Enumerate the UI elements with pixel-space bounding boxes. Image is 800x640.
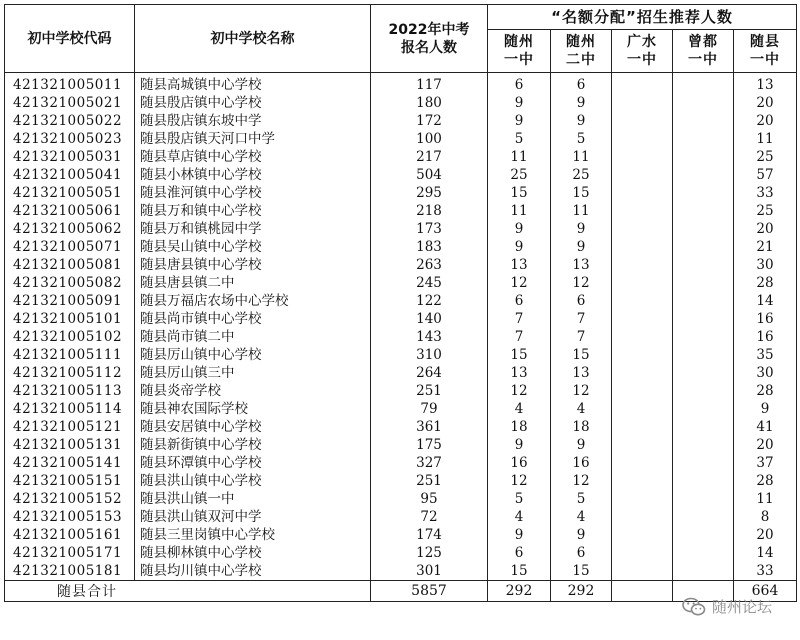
table-row <box>5 382 797 400</box>
quota-zengdu-1-cell <box>673 166 734 184</box>
exam-count-cell: 251 <box>371 382 488 400</box>
total-label: 随县合计 <box>5 581 371 602</box>
school-code-cell: 421321005141 <box>5 454 135 472</box>
exam-count-cell: 361 <box>371 418 488 436</box>
quota-suixian-1-cell: 14 <box>734 292 797 310</box>
quota-guangshui-1-cell <box>612 73 673 95</box>
total-suizhou-2: 292 <box>551 581 612 602</box>
table-row <box>5 256 797 274</box>
quota-zengdu-1-cell <box>673 220 734 238</box>
table-row <box>5 346 797 364</box>
quota-suizhou-1-cell: 5 <box>488 130 551 148</box>
table-row <box>5 184 797 202</box>
quota-zengdu-1-cell <box>673 184 734 202</box>
quota-suizhou-1-cell: 9 <box>488 436 551 454</box>
quota-suizhou-2-cell: 13 <box>551 256 612 274</box>
school-name-cell: 随县神农国际学校 <box>135 400 371 418</box>
quota-suizhou-1-cell: 9 <box>488 220 551 238</box>
header-exam-count <box>371 5 488 73</box>
school-code-cell: 421321005131 <box>5 436 135 454</box>
total-suizhou-1: 292 <box>488 581 551 602</box>
table-row <box>5 94 797 112</box>
school-code-cell: 421321005181 <box>5 562 135 581</box>
school-code-cell: 421321005152 <box>5 490 135 508</box>
quota-zengdu-1-cell <box>673 328 734 346</box>
quota-guangshui-1-cell <box>612 382 673 400</box>
quota-guangshui-1-cell <box>612 490 673 508</box>
quota-suixian-1-cell: 41 <box>734 418 797 436</box>
quota-guangshui-1-cell <box>612 508 673 526</box>
wechat-icon <box>682 597 706 617</box>
school-name-cell: 随县炎帝学校 <box>135 382 371 400</box>
school-code-cell: 421321005102 <box>5 328 135 346</box>
school-code-cell: 421321005011 <box>5 73 135 95</box>
school-code-cell: 421321005171 <box>5 544 135 562</box>
total-guangshui-1 <box>612 581 673 602</box>
exam-count-cell: 175 <box>371 436 488 454</box>
quota-suixian-1-cell: 8 <box>734 508 797 526</box>
school-name-cell: 随县唐县镇中心学校 <box>135 256 371 274</box>
quota-zengdu-1-cell <box>673 148 734 166</box>
quota-guangshui-1-cell <box>612 94 673 112</box>
school-name-cell: 随县尚市镇中心学校 <box>135 310 371 328</box>
school-name-cell: 随县新街镇中心学校 <box>135 436 371 454</box>
quota-guangshui-1-cell <box>612 184 673 202</box>
quota-suizhou-2-cell: 15 <box>551 562 612 581</box>
header-target-school <box>488 30 551 73</box>
quota-suizhou-1-cell: 9 <box>488 238 551 256</box>
header-target-school <box>734 30 797 73</box>
quota-suixian-1-cell: 35 <box>734 346 797 364</box>
quota-zengdu-1-cell <box>673 310 734 328</box>
table-row <box>5 130 797 148</box>
exam-count-cell: 327 <box>371 454 488 472</box>
table-row <box>5 166 797 184</box>
quota-guangshui-1-cell <box>612 130 673 148</box>
school-code-cell: 421321005071 <box>5 238 135 256</box>
quota-suixian-1-cell: 33 <box>734 562 797 581</box>
quota-suixian-1-cell: 14 <box>734 544 797 562</box>
quota-suizhou-2-cell: 16 <box>551 454 612 472</box>
school-code-cell: 421321005041 <box>5 166 135 184</box>
exam-count-cell: 301 <box>371 562 488 581</box>
school-name-cell: 随县厉山镇中心学校 <box>135 346 371 364</box>
school-name-cell: 随县高城镇中心学校 <box>135 73 371 95</box>
table-row <box>5 73 797 95</box>
quota-suixian-1-cell: 20 <box>734 436 797 454</box>
quota-guangshui-1-cell <box>612 202 673 220</box>
header-target-school <box>673 30 734 73</box>
quota-zengdu-1-cell <box>673 382 734 400</box>
total-row <box>5 581 797 602</box>
table-header <box>5 5 797 73</box>
quota-suizhou-1-cell: 9 <box>488 112 551 130</box>
quota-zengdu-1-cell <box>673 202 734 220</box>
quota-suixian-1-cell: 16 <box>734 310 797 328</box>
quota-guangshui-1-cell <box>612 328 673 346</box>
school-code-cell: 421321005031 <box>5 148 135 166</box>
quota-table-sheet <box>4 4 797 602</box>
quota-suizhou-1-cell: 12 <box>488 472 551 490</box>
school-code-cell: 421321005121 <box>5 418 135 436</box>
header-target-school-line2: 一中 <box>688 52 718 68</box>
school-name-cell: 随县万和镇中心学校 <box>135 202 371 220</box>
table-row <box>5 400 797 418</box>
quota-suixian-1-cell: 28 <box>734 382 797 400</box>
quota-guangshui-1-cell <box>612 436 673 454</box>
header-target-school-line2: 二中 <box>566 52 596 68</box>
quota-suixian-1-cell: 37 <box>734 454 797 472</box>
exam-count-cell: 79 <box>371 400 488 418</box>
quota-suizhou-1-cell: 6 <box>488 292 551 310</box>
quota-suizhou-2-cell: 11 <box>551 202 612 220</box>
school-code-cell: 421321005112 <box>5 364 135 382</box>
quota-zengdu-1-cell <box>673 454 734 472</box>
quota-suixian-1-cell: 28 <box>734 274 797 292</box>
table-row <box>5 454 797 472</box>
quota-suixian-1-cell: 57 <box>734 166 797 184</box>
school-name-cell: 随县唐县镇二中 <box>135 274 371 292</box>
quota-suixian-1-cell: 20 <box>734 112 797 130</box>
school-code-cell: 421321005151 <box>5 472 135 490</box>
quota-guangshui-1-cell <box>612 112 673 130</box>
exam-count-cell: 95 <box>371 490 488 508</box>
exam-count-cell: 504 <box>371 166 488 184</box>
header-target-school <box>612 30 673 73</box>
school-code-cell: 421321005022 <box>5 112 135 130</box>
quota-suixian-1-cell: 30 <box>734 364 797 382</box>
quota-guangshui-1-cell <box>612 364 673 382</box>
quota-zengdu-1-cell <box>673 364 734 382</box>
table-row <box>5 508 797 526</box>
header-exam-count-line2: 报名人数 <box>401 39 457 56</box>
school-code-cell: 421321005101 <box>5 310 135 328</box>
quota-zengdu-1-cell <box>673 346 734 364</box>
quota-guangshui-1-cell <box>612 454 673 472</box>
exam-count-cell: 310 <box>371 346 488 364</box>
school-name-cell: 随县洪山镇双河中学 <box>135 508 371 526</box>
quota-guangshui-1-cell <box>612 544 673 562</box>
school-code-cell: 421321005161 <box>5 526 135 544</box>
quota-suizhou-1-cell: 7 <box>488 328 551 346</box>
school-name-cell: 随县均川镇中心学校 <box>135 562 371 581</box>
quota-guangshui-1-cell <box>612 256 673 274</box>
quota-suizhou-1-cell: 15 <box>488 184 551 202</box>
quota-suizhou-2-cell: 15 <box>551 184 612 202</box>
quota-suizhou-2-cell: 5 <box>551 130 612 148</box>
exam-count-cell: 217 <box>371 148 488 166</box>
quota-suizhou-2-cell: 9 <box>551 94 612 112</box>
header-target-school-line1: 曾都 <box>688 34 718 50</box>
quota-suizhou-2-cell: 12 <box>551 274 612 292</box>
school-name-cell: 随县洪山镇一中 <box>135 490 371 508</box>
quota-suizhou-1-cell: 15 <box>488 562 551 581</box>
table-row <box>5 202 797 220</box>
quota-guangshui-1-cell <box>612 238 673 256</box>
total-suixian-1: 664 <box>734 581 797 602</box>
school-name-cell: 随县万福店农场中心学校 <box>135 292 371 310</box>
quota-suizhou-2-cell: 7 <box>551 328 612 346</box>
quota-suizhou-2-cell: 12 <box>551 382 612 400</box>
exam-count-cell: 174 <box>371 526 488 544</box>
school-code-cell: 421321005023 <box>5 130 135 148</box>
quota-suizhou-2-cell: 25 <box>551 166 612 184</box>
table-row <box>5 274 797 292</box>
quota-zengdu-1-cell <box>673 274 734 292</box>
table-row <box>5 292 797 310</box>
quota-zengdu-1-cell <box>673 436 734 454</box>
exam-count-cell: 295 <box>371 184 488 202</box>
school-name-cell: 随县洪山镇中心学校 <box>135 472 371 490</box>
quota-suixian-1-cell: 30 <box>734 256 797 274</box>
quota-guangshui-1-cell <box>612 472 673 490</box>
quota-zengdu-1-cell <box>673 544 734 562</box>
quota-suizhou-1-cell: 6 <box>488 73 551 95</box>
quota-suizhou-1-cell: 11 <box>488 148 551 166</box>
exam-count-cell: 117 <box>371 73 488 95</box>
table-row <box>5 310 797 328</box>
quota-suixian-1-cell: 11 <box>734 490 797 508</box>
quota-suizhou-2-cell: 5 <box>551 490 612 508</box>
header-target-school-line1: 随州 <box>504 34 534 50</box>
school-code-cell: 421321005153 <box>5 508 135 526</box>
quota-suizhou-1-cell: 11 <box>488 202 551 220</box>
table-row <box>5 472 797 490</box>
school-name-cell: 随县殷店镇中心学校 <box>135 94 371 112</box>
total-count: 5857 <box>371 581 488 602</box>
quota-zengdu-1-cell <box>673 130 734 148</box>
header-target-school-line2: 一中 <box>750 52 780 68</box>
table-row <box>5 544 797 562</box>
quota-guangshui-1-cell <box>612 166 673 184</box>
quota-suizhou-2-cell: 9 <box>551 526 612 544</box>
quota-suixian-1-cell: 28 <box>734 472 797 490</box>
quota-zengdu-1-cell <box>673 562 734 581</box>
header-target-school-line1: 广水 <box>627 34 657 50</box>
quota-suizhou-2-cell: 6 <box>551 73 612 95</box>
school-name-cell: 随县尚市镇二中 <box>135 328 371 346</box>
quota-suixian-1-cell: 20 <box>734 526 797 544</box>
quota-zengdu-1-cell <box>673 490 734 508</box>
exam-count-cell: 100 <box>371 130 488 148</box>
table-row <box>5 526 797 544</box>
table-row <box>5 148 797 166</box>
watermark-text: 随州论坛 <box>711 598 772 616</box>
exam-count-cell: 218 <box>371 202 488 220</box>
school-name-cell: 随县草店镇中心学校 <box>135 148 371 166</box>
quota-suizhou-2-cell: 9 <box>551 238 612 256</box>
school-code-cell: 421321005091 <box>5 292 135 310</box>
quota-guangshui-1-cell <box>612 292 673 310</box>
header-quota-group: “名额分配”招生推荐人数 <box>488 5 797 30</box>
exam-count-cell: 245 <box>371 274 488 292</box>
quota-suizhou-1-cell: 9 <box>488 526 551 544</box>
header-target-school <box>551 30 612 73</box>
quota-guangshui-1-cell <box>612 418 673 436</box>
quota-suixian-1-cell: 16 <box>734 328 797 346</box>
quota-suixian-1-cell: 25 <box>734 202 797 220</box>
quota-zengdu-1-cell <box>673 238 734 256</box>
exam-count-cell: 173 <box>371 220 488 238</box>
table-row <box>5 436 797 454</box>
quota-suizhou-2-cell: 9 <box>551 220 612 238</box>
quota-suizhou-2-cell: 6 <box>551 544 612 562</box>
quota-suixian-1-cell: 20 <box>734 220 797 238</box>
quota-zengdu-1-cell <box>673 94 734 112</box>
school-name-cell: 随县柳林镇中心学校 <box>135 544 371 562</box>
quota-suizhou-2-cell: 4 <box>551 508 612 526</box>
school-name-cell: 随县万和镇桃园中学 <box>135 220 371 238</box>
school-code-cell: 421321005114 <box>5 400 135 418</box>
school-name-cell: 随县淮河镇中心学校 <box>135 184 371 202</box>
school-name-cell: 随县殷店镇天河口中学 <box>135 130 371 148</box>
table-row <box>5 238 797 256</box>
quota-zengdu-1-cell <box>673 112 734 130</box>
quota-guangshui-1-cell <box>612 148 673 166</box>
quota-suizhou-1-cell: 15 <box>488 346 551 364</box>
header-target-school-line2: 一中 <box>504 52 534 68</box>
quota-guangshui-1-cell <box>612 400 673 418</box>
quota-suizhou-1-cell: 7 <box>488 310 551 328</box>
quota-suizhou-2-cell: 12 <box>551 472 612 490</box>
quota-suizhou-1-cell: 4 <box>488 400 551 418</box>
exam-count-cell: 140 <box>371 310 488 328</box>
exam-count-cell: 122 <box>371 292 488 310</box>
table-row <box>5 418 797 436</box>
school-code-cell: 421321005051 <box>5 184 135 202</box>
school-name-cell: 随县吴山镇中心学校 <box>135 238 371 256</box>
quota-suizhou-2-cell: 9 <box>551 436 612 454</box>
school-name-cell: 随县殷店镇东坡中学 <box>135 112 371 130</box>
exam-count-cell: 251 <box>371 472 488 490</box>
quota-suizhou-1-cell: 4 <box>488 508 551 526</box>
table-footer <box>5 581 797 602</box>
table-body <box>5 73 797 581</box>
quota-suizhou-1-cell: 5 <box>488 490 551 508</box>
header-target-school-line2: 一中 <box>627 52 657 68</box>
header-target-school-line1: 随州 <box>566 34 596 50</box>
quota-suixian-1-cell: 25 <box>734 148 797 166</box>
exam-count-cell: 263 <box>371 256 488 274</box>
quota-guangshui-1-cell <box>612 310 673 328</box>
quota-allocation-table <box>4 4 797 602</box>
quota-suizhou-2-cell: 11 <box>551 148 612 166</box>
quota-zengdu-1-cell <box>673 418 734 436</box>
exam-count-cell: 183 <box>371 238 488 256</box>
quota-zengdu-1-cell <box>673 508 734 526</box>
exam-count-cell: 125 <box>371 544 488 562</box>
quota-suizhou-1-cell: 18 <box>488 418 551 436</box>
exam-count-cell: 172 <box>371 112 488 130</box>
quota-suizhou-2-cell: 7 <box>551 310 612 328</box>
exam-count-cell: 72 <box>371 508 488 526</box>
exam-count-cell: 264 <box>371 364 488 382</box>
quota-guangshui-1-cell <box>612 220 673 238</box>
quota-suizhou-1-cell: 13 <box>488 256 551 274</box>
quota-zengdu-1-cell <box>673 256 734 274</box>
school-name-cell: 随县厉山镇三中 <box>135 364 371 382</box>
quota-zengdu-1-cell <box>673 400 734 418</box>
school-name-cell: 随县小林镇中心学校 <box>135 166 371 184</box>
quota-zengdu-1-cell <box>673 73 734 95</box>
quota-suixian-1-cell: 9 <box>734 400 797 418</box>
table-row <box>5 562 797 581</box>
quota-suizhou-2-cell: 9 <box>551 112 612 130</box>
quota-suixian-1-cell: 33 <box>734 184 797 202</box>
quota-suizhou-1-cell: 25 <box>488 166 551 184</box>
quota-suizhou-1-cell: 12 <box>488 382 551 400</box>
table-row <box>5 364 797 382</box>
forum-watermark <box>682 596 772 617</box>
school-name-cell: 随县环潭镇中心学校 <box>135 454 371 472</box>
quota-suizhou-2-cell: 18 <box>551 418 612 436</box>
quota-suixian-1-cell: 13 <box>734 73 797 95</box>
quota-zengdu-1-cell <box>673 292 734 310</box>
table-row <box>5 328 797 346</box>
quota-zengdu-1-cell <box>673 526 734 544</box>
quota-guangshui-1-cell <box>612 274 673 292</box>
quota-guangshui-1-cell <box>612 346 673 364</box>
header-school-code: 初中学校代码 <box>5 5 135 73</box>
header-school-name: 初中学校名称 <box>135 5 371 73</box>
quota-suizhou-2-cell: 15 <box>551 346 612 364</box>
table-row <box>5 112 797 130</box>
header-exam-count-line1: 2022年中考 <box>388 21 470 38</box>
exam-count-cell: 143 <box>371 328 488 346</box>
quota-suizhou-1-cell: 12 <box>488 274 551 292</box>
school-code-cell: 421321005111 <box>5 346 135 364</box>
school-code-cell: 421321005113 <box>5 382 135 400</box>
quota-suizhou-1-cell: 13 <box>488 364 551 382</box>
school-code-cell: 421321005081 <box>5 256 135 274</box>
quota-zengdu-1-cell <box>673 472 734 490</box>
school-code-cell: 421321005062 <box>5 220 135 238</box>
exam-count-cell: 180 <box>371 94 488 112</box>
quota-suizhou-2-cell: 6 <box>551 292 612 310</box>
header-target-school-line1: 随县 <box>750 34 780 50</box>
quota-suixian-1-cell: 11 <box>734 130 797 148</box>
quota-suizhou-1-cell: 16 <box>488 454 551 472</box>
quota-suizhou-2-cell: 13 <box>551 364 612 382</box>
quota-suizhou-2-cell: 4 <box>551 400 612 418</box>
quota-suizhou-1-cell: 9 <box>488 94 551 112</box>
quota-suixian-1-cell: 20 <box>734 94 797 112</box>
quota-guangshui-1-cell <box>612 526 673 544</box>
school-code-cell: 421321005021 <box>5 94 135 112</box>
quota-guangshui-1-cell <box>612 562 673 581</box>
quota-suizhou-1-cell: 6 <box>488 544 551 562</box>
table-row <box>5 490 797 508</box>
school-name-cell: 随县安居镇中心学校 <box>135 418 371 436</box>
table-row <box>5 220 797 238</box>
school-code-cell: 421321005082 <box>5 274 135 292</box>
school-code-cell: 421321005061 <box>5 202 135 220</box>
school-name-cell: 随县三里岗镇中心学校 <box>135 526 371 544</box>
quota-suixian-1-cell: 21 <box>734 238 797 256</box>
